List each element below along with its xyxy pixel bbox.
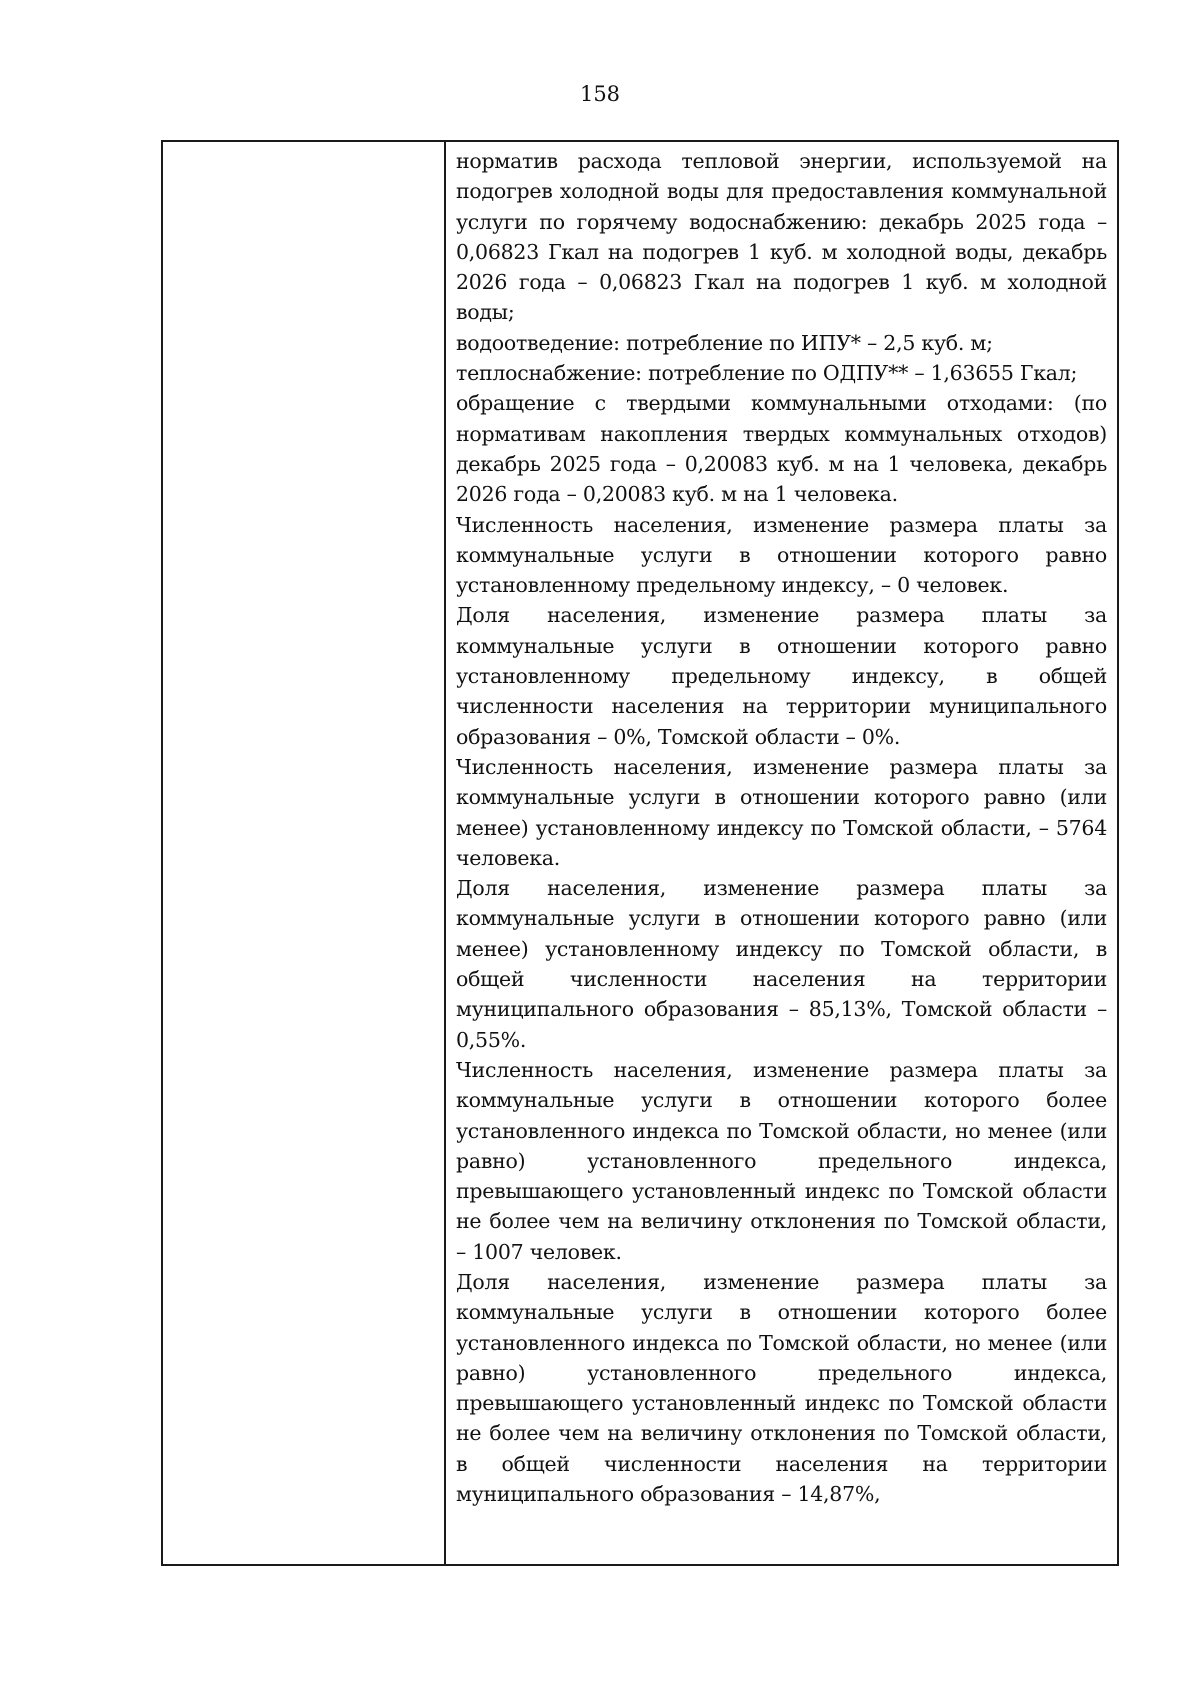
page-number: 158 — [579, 82, 621, 106]
table-cell-right — [446, 142, 1117, 1564]
paragraph-population-limit-index: Численность населения, изменение размера платы за коммунальные услуги в отношении которого равно установленному предельному индексу, – 0 человек. — [456, 512, 1107, 598]
paragraph-population-regional-index: Численность населения, изменение размера платы за коммунальные услуги в отношении которого равно (или менее) установленному индексу по Томской области, – 5764 человека. — [456, 754, 1107, 870]
paragraph-population-above-index: Численность населения, изменение размера платы за коммунальные услуги в отношении которого более установленного индекса по Томской области, но менее (или равно) установленного предельного индекса, превышающего установленный индекс по Томской области не более чем на величину отклонения по Томской области, – 1007 человек. — [456, 1057, 1107, 1264]
table-cell-left — [163, 142, 446, 1564]
paragraph-heat-supply: теплоснабжение: потребление по ОДПУ** – 1,63655 Гкал; — [456, 361, 1078, 386]
paragraph-share-limit-index: Доля населения, изменение размера платы за коммунальные услуги в отношении которого равно установленному предельному индексу, в общей численности населения на территории муниципального образования – 0%, Томской области – 0%. — [456, 603, 1107, 749]
paragraph-share-regional-index: Доля населения, изменение размера платы за коммунальные услуги в отношении которого равно (или менее) установленному индексу по Томской области, в общей численности населения на территории муниципального образования – 85,13%, Томской области – 0,55%. — [456, 876, 1107, 1052]
paragraph-water-disposal: водоотведение: потребление по ИПУ* – 2,5 куб. м; — [456, 330, 993, 355]
paragraph-solid-waste: обращение с твердыми коммунальными отходами: (по нормативам накопления твердых коммунальных отходов) декабрь 2025 года – 0,20083 куб. м на 1 человека, декабрь 2026 года – 0,20083 куб. м на 1 человека. — [456, 391, 1107, 507]
document-table — [161, 140, 1119, 1566]
paragraph-share-above-index: Доля населения, изменение размера платы за коммунальные услуги в отношении которого более установленного индекса по Томской области, но менее (или равно) установленного предельного индекса, превышающего установленный индекс по Томской области не более чем на величину отклонения по Томской области, в общей численности населения на территории муниципального образования – 14,87%, — [456, 1269, 1107, 1507]
paragraph-heat-norm: норматив расхода тепловой энергии, используемой на подогрев холодной воды для предоставления коммунальной услуги по горячему водоснабжению: декабрь 2025 года – 0,06823 Гкал на подогрев 1 куб. м холодной воды, декабрь 2026 года – 0,06823 Гкал на подогрев 1 куб. м холодной воды; — [456, 149, 1107, 325]
